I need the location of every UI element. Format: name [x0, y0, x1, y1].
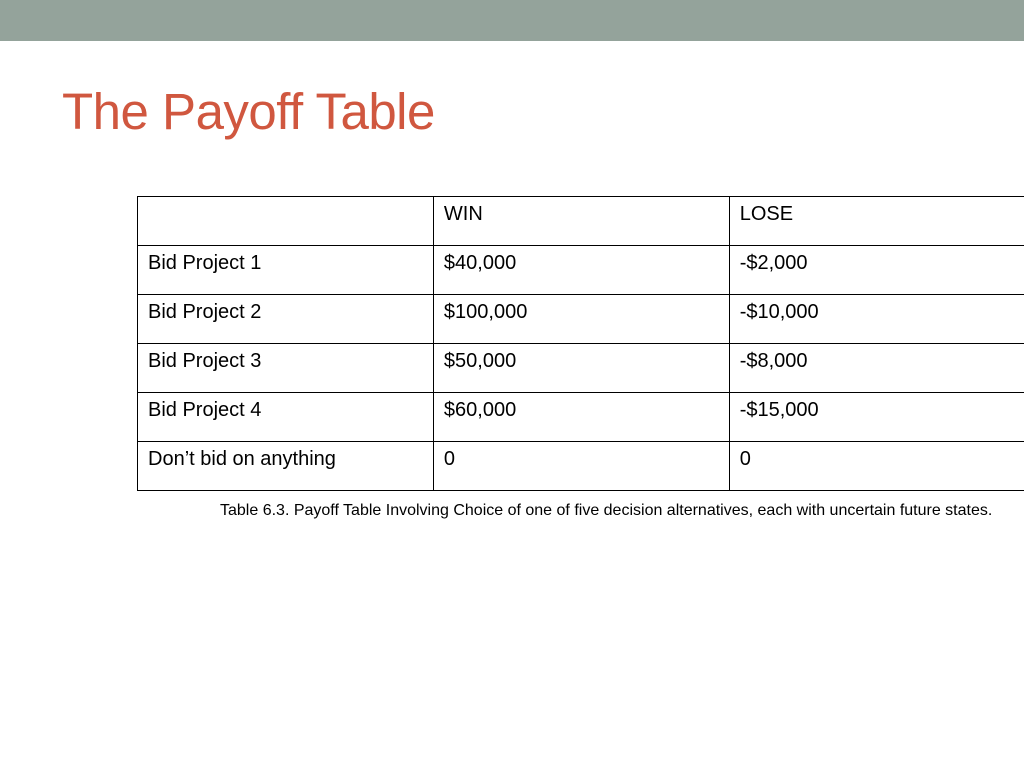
table-header-row	[138, 197, 1024, 246]
header-cell-lose: LOSE	[729, 197, 1024, 246]
lose-value: -$10,000	[729, 295, 1024, 344]
table-row	[138, 344, 1024, 393]
row-label: Bid Project 1	[138, 246, 434, 295]
table-row	[138, 442, 1024, 491]
header-cell-win: WIN	[433, 197, 729, 246]
lose-value: -$2,000	[729, 246, 1024, 295]
table-row	[138, 246, 1024, 295]
row-label: Bid Project 4	[138, 393, 434, 442]
table-row	[138, 295, 1024, 344]
lose-value: -$15,000	[729, 393, 1024, 442]
win-value: $50,000	[433, 344, 729, 393]
slide-title: The Payoff Table	[62, 83, 435, 140]
header-cell-empty	[138, 197, 434, 246]
win-value: $40,000	[433, 246, 729, 295]
win-value: $60,000	[433, 393, 729, 442]
row-label: Bid Project 2	[138, 295, 434, 344]
win-value: $100,000	[433, 295, 729, 344]
lose-value: -$8,000	[729, 344, 1024, 393]
row-label: Don’t bid on anything	[138, 442, 434, 491]
row-label: Bid Project 3	[138, 344, 434, 393]
win-value: 0	[433, 442, 729, 491]
table-row	[138, 393, 1024, 442]
lose-value: 0	[729, 442, 1024, 491]
payoff-table	[137, 196, 1024, 491]
top-accent-bar	[0, 0, 1024, 41]
table-caption: Table 6.3. Payoff Table Involving Choice of one of five decision alternatives, each with uncertain future states.	[220, 502, 993, 519]
